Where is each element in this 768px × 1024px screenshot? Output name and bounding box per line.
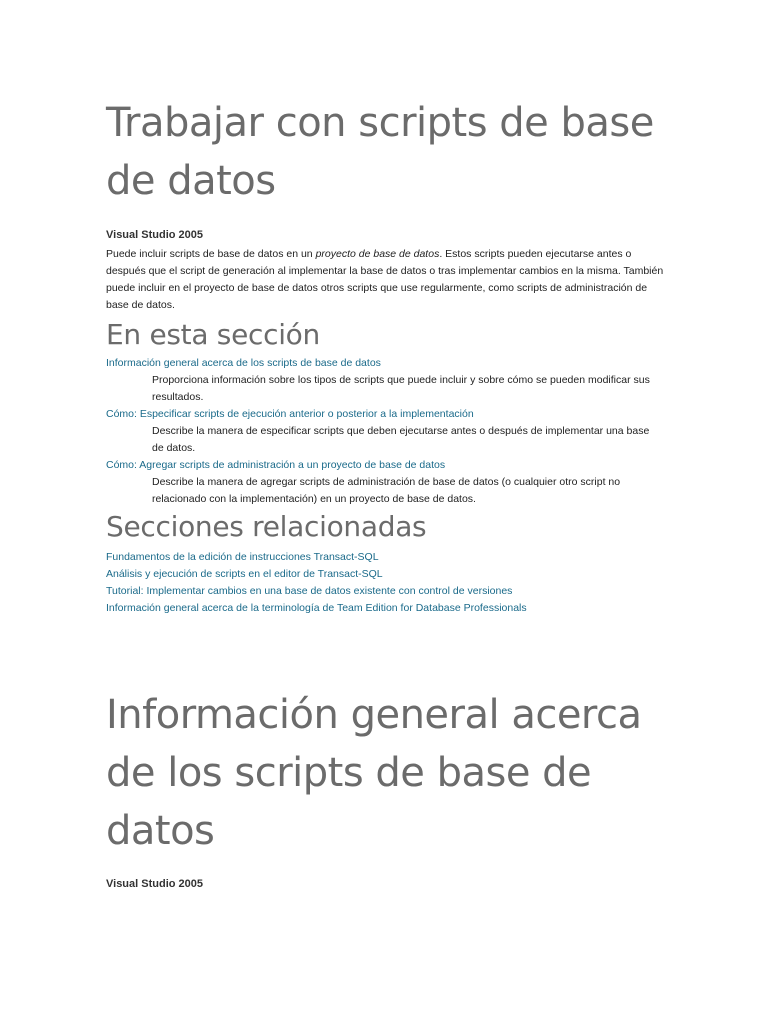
section-link-overview[interactable]: Información general acerca de los scripts de base de datos	[106, 357, 381, 369]
section-link-pre-post-deploy[interactable]: Cómo: Especificar scripts de ejecución anterior o posterior a la implementación	[106, 408, 474, 420]
section-desc-pre-post-deploy: Describe la manera de especificar scripts que deben ejecutarse antes o después de implementar una base de datos.	[152, 425, 650, 454]
related-link-terminology[interactable]: Información general acerca de la terminología de Team Edition for Database Professionals	[106, 602, 527, 614]
second-product-label: Visual Studio 2005	[106, 878, 204, 890]
page-title: Trabajar con scripts de base de datos	[106, 100, 654, 204]
intro-text-before: Puede incluir scripts de base de datos en un	[106, 248, 316, 260]
related-heading: Secciones relacionadas	[106, 510, 427, 543]
section-list	[106, 355, 666, 508]
intro-text-after: . Estos scripts pueden ejecutarse antes o después que el script de generación al implementar la base de datos o tras implementar cambios en la misma. También puede incluir en el proyecto de base de datos otros scripts que use regularmente, como scripts de administración de base de datos.	[106, 248, 664, 311]
product-label: Visual Studio 2005	[106, 229, 204, 241]
section-link-admin-scripts[interactable]: Cómo: Agregar scripts de administración a un proyecto de base de datos	[106, 459, 446, 471]
section-heading: En esta sección	[106, 318, 320, 351]
related-link-script-analysis[interactable]: Análisis y ejecución de scripts en el editor de Transact-SQL	[106, 568, 383, 580]
section-desc-admin-scripts: Describe la manera de agregar scripts de administración de base de datos (o cualquier otro script no relacionado con la implementación) en un proyecto de base de datos.	[152, 476, 621, 505]
intro-paragraph	[106, 246, 666, 314]
related-list	[106, 549, 666, 617]
related-link-transact-sql-editing[interactable]: Fundamentos de la edición de instrucciones Transact-SQL	[106, 551, 379, 563]
related-link-deploy-walkthrough[interactable]: Tutorial: Implementar cambios en una base de datos existente con control de versiones	[106, 585, 513, 597]
section-desc-overview: Proporciona información sobre los tipos de scripts que puede incluir y sobre cómo se pueden modificar sus resultados.	[152, 374, 650, 403]
intro-emphasis: proyecto de base de datos	[315, 248, 440, 260]
second-page-title: Información general acerca de los scripts de base de datos	[106, 692, 642, 854]
